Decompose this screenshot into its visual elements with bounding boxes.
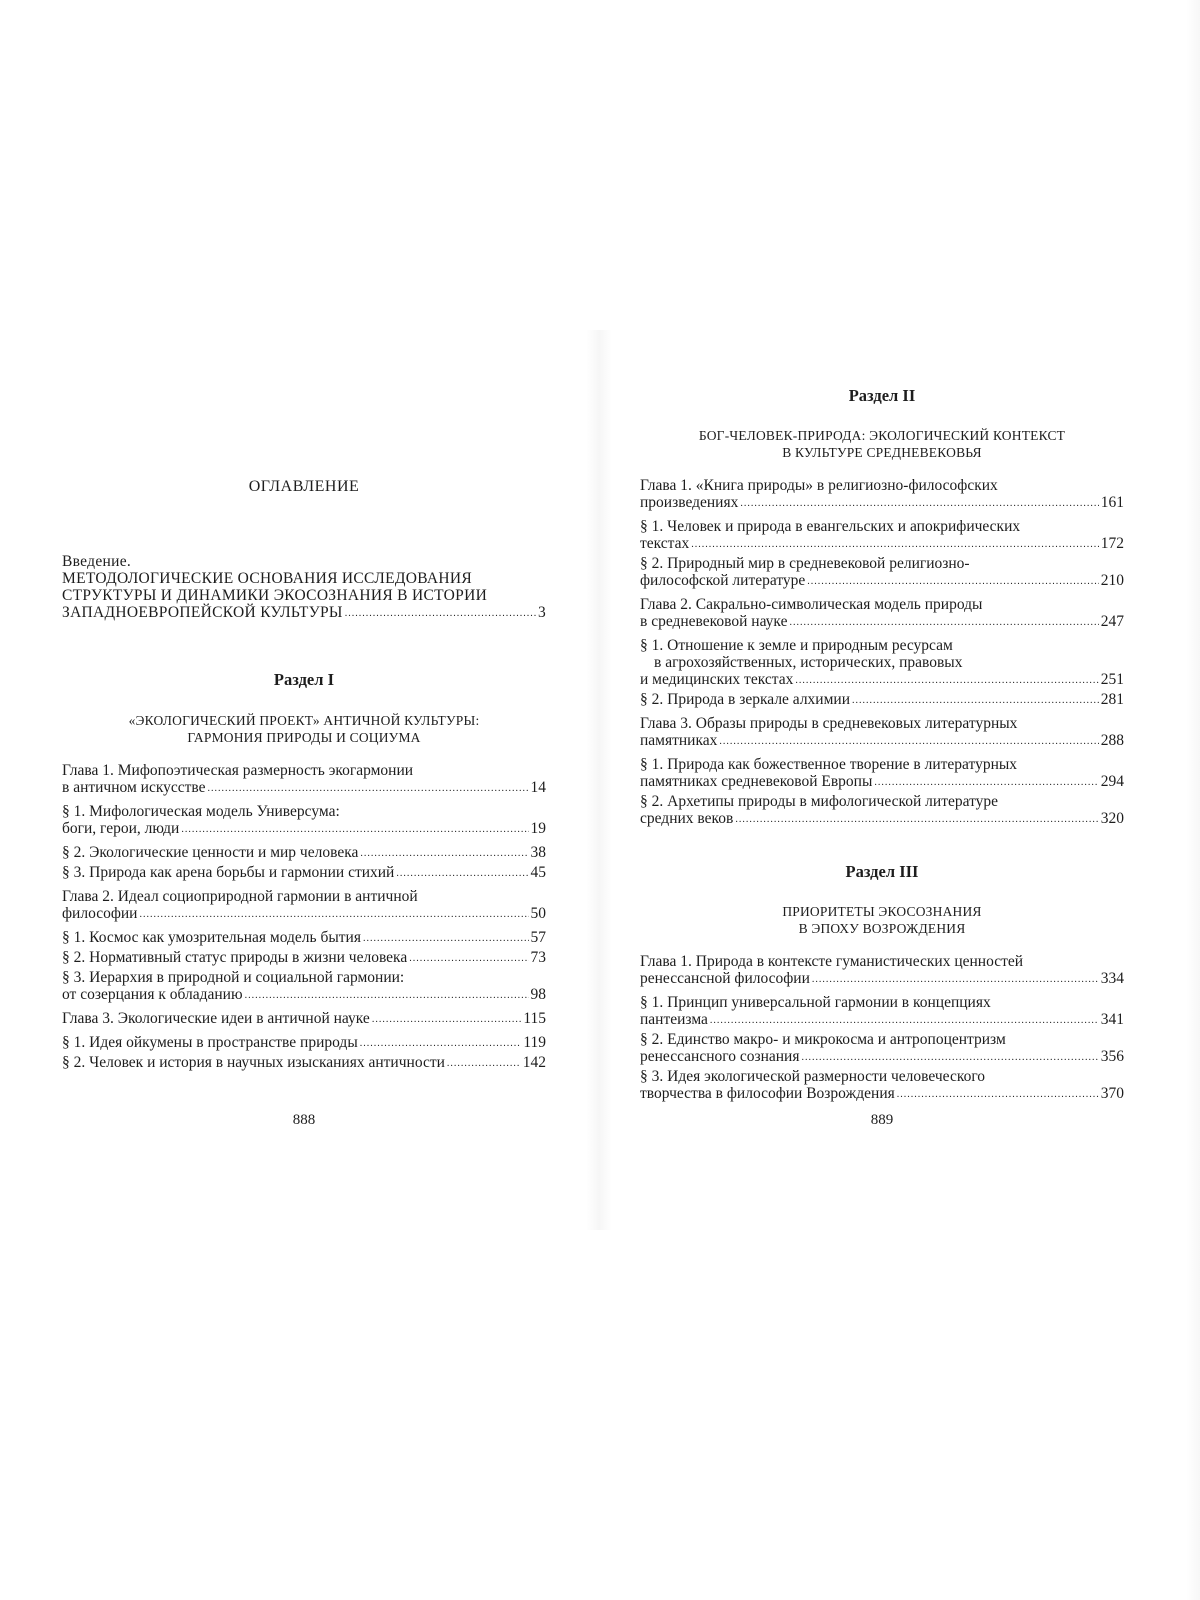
- leader-dots: [801, 1050, 1098, 1065]
- toc-entry-text: § 2. Человек и история в научных изысканиях античности: [62, 1054, 445, 1071]
- toc-page-number: 288: [1100, 732, 1124, 749]
- toc-title: ОГЛАВЛЕНИЕ: [248, 478, 360, 495]
- toc-entry-last-line: [640, 572, 1124, 589]
- toc-entries-section-3: [640, 953, 1124, 1109]
- leader-dots: [874, 775, 1098, 790]
- toc-entry[interactable]: [62, 1054, 546, 1071]
- toc-entry-line: Глава 2. Сакрально-символическая модель природы: [640, 596, 983, 613]
- toc-entry[interactable]: [62, 888, 546, 922]
- toc-entry[interactable]: [62, 1034, 546, 1051]
- toc-page-number: 98: [530, 986, 546, 1003]
- page-number-right: 889: [870, 1112, 894, 1128]
- toc-entry[interactable]: [640, 1068, 1124, 1102]
- toc-entry-line: § 1. Человек и природа в евангельских и апокрифических: [640, 518, 1021, 535]
- toc-entry-last-line: [640, 691, 1124, 708]
- toc-entry-line: § 1. Принцип универсальной гармонии в концепциях: [640, 994, 991, 1011]
- section-3-subtitle: [640, 903, 1124, 937]
- leader-dots: [691, 537, 1098, 552]
- toc-entry-text: ренессансного сознания: [640, 1048, 800, 1065]
- leader-dots: [360, 846, 528, 861]
- section-1-subtitle-line: «ЭКОЛОГИЧЕСКИЙ ПРОЕКТ» АНТИЧНОЙ КУЛЬТУРЫ:: [128, 713, 480, 728]
- toc-entry-last-line: [62, 929, 546, 946]
- toc-entry-last-line: [62, 844, 546, 861]
- toc-entry-line: § 1. Отношение к земле и природным ресурсам: [640, 637, 953, 654]
- toc-entry-last-line: [62, 986, 546, 1003]
- intro-entry: [62, 553, 546, 621]
- section-2-subtitle-line: БОГ-ЧЕЛОВЕК-ПРИРОДА: ЭКОЛОГИЧЕСКИЙ КОНТЕКСТ: [698, 428, 1066, 443]
- toc-entry[interactable]: [640, 596, 1124, 630]
- toc-entry-line: § 3. Иерархия в природной и социальной гармонии:: [62, 969, 405, 986]
- toc-entry[interactable]: [640, 518, 1124, 552]
- toc-entry-last-line: [640, 1048, 1124, 1065]
- toc-entry-text: текстах: [640, 535, 690, 552]
- toc-entry-last-line: [62, 1010, 546, 1027]
- toc-entry-last-line: [640, 535, 1124, 552]
- leader-dots: [719, 734, 1098, 749]
- toc-entry-text: творчества в философии Возрождения: [640, 1085, 895, 1102]
- leader-dots: [740, 496, 1098, 511]
- toc-entry-text: от созерцания к обладанию: [62, 986, 243, 1003]
- toc-entry-last-line: [640, 1011, 1124, 1028]
- toc-entries-section-1: [62, 762, 546, 1078]
- toc-page-number: 341: [1100, 1011, 1124, 1028]
- leader-dots: [789, 615, 1098, 630]
- toc-entry[interactable]: [640, 477, 1124, 511]
- toc-entry-last-line: [62, 949, 546, 966]
- toc-entry[interactable]: [640, 994, 1124, 1028]
- leader-dots: [139, 907, 528, 922]
- toc-entry-last-line: [62, 779, 546, 796]
- section-3-heading: Раздел III: [845, 862, 919, 881]
- toc-entry-last-line: [62, 864, 546, 881]
- toc-entry-text: средних веков: [640, 810, 734, 827]
- toc-entry-text: памятниках: [640, 732, 718, 749]
- toc-entry-last-line: [640, 732, 1124, 749]
- toc-entry[interactable]: [640, 756, 1124, 790]
- toc-entry-line: § 2. Природный мир в средневековой религиозно-: [640, 555, 970, 572]
- toc-entry-text: § 3. Природа как арена борьбы и гармонии стихий: [62, 864, 395, 881]
- toc-page-number: 45: [530, 864, 546, 881]
- section-2-heading: Раздел II: [848, 386, 916, 405]
- intro-last-line: [62, 604, 546, 621]
- toc-entry[interactable]: [640, 793, 1124, 827]
- section-3-subtitle-line: В ЭПОХУ ВОЗРОЖДЕНИЯ: [798, 921, 966, 936]
- leader-dots: [795, 673, 1098, 688]
- toc-entry[interactable]: [640, 1031, 1124, 1065]
- toc-page-number: 50: [530, 905, 546, 922]
- toc-entry-text: § 1. Космос как умозрительная модель бытия: [62, 929, 361, 946]
- leader-dots: [372, 1012, 522, 1027]
- toc-entry-line: Глава 3. Образы природы в средневековых литературных: [640, 715, 1018, 732]
- toc-entry[interactable]: [640, 691, 1124, 708]
- leader-dots: [710, 1013, 1099, 1028]
- toc-page-number: 251: [1100, 671, 1124, 688]
- toc-entry[interactable]: [62, 929, 546, 946]
- toc-entries-section-2: [640, 477, 1124, 834]
- toc-entry-last-line: [640, 810, 1124, 827]
- toc-page-number: 142: [522, 1054, 546, 1071]
- toc-entry-line: Глава 1. Природа в контексте гуманистических ценностей: [640, 953, 1024, 970]
- section-1-subtitle: [62, 712, 546, 746]
- toc-entry-text: памятниках средневековой Европы: [640, 773, 873, 790]
- toc-entry-line: § 2. Единство макро- и микрокосма и антропоцентризм: [640, 1031, 1006, 1048]
- leader-dots: [409, 951, 528, 966]
- toc-page-number: 320: [1100, 810, 1124, 827]
- toc-page-number: 38: [530, 844, 546, 861]
- toc-entry-text: § 2. Природа в зеркале алхимии: [640, 691, 850, 708]
- toc-entry[interactable]: [640, 953, 1124, 987]
- leader-dots: [447, 1056, 521, 1071]
- toc-page-number: 247: [1100, 613, 1124, 630]
- toc-entry[interactable]: [640, 637, 1124, 688]
- toc-entry-text: § 2. Нормативный статус природы в жизни человека: [62, 949, 408, 966]
- leader-dots: [897, 1087, 1099, 1102]
- toc-entry-last-line: [62, 820, 546, 837]
- toc-page-number: 370: [1100, 1085, 1124, 1102]
- toc-entry-text: § 2. Экологические ценности и мир человека: [62, 844, 359, 861]
- leader-dots: [208, 781, 529, 796]
- toc-entry-line: § 1. Мифологическая модель Универсума:: [62, 803, 340, 820]
- page-edge-shadow: [1186, 0, 1200, 1600]
- toc-entry-text: пантеизма: [640, 1011, 708, 1028]
- toc-page-number: 334: [1100, 970, 1124, 987]
- toc-entry[interactable]: [640, 555, 1124, 589]
- intro-page-number: 3: [537, 604, 546, 621]
- toc-entry-last-line: [640, 494, 1124, 511]
- toc-entry[interactable]: [62, 949, 546, 966]
- toc-entry[interactable]: [62, 803, 546, 837]
- toc-page-number: 172: [1100, 535, 1124, 552]
- toc-entry-text: философии: [62, 905, 138, 922]
- leader-dots: [396, 866, 528, 881]
- toc-entry-line: § 2. Архетипы природы в мифологической литературе: [640, 793, 999, 810]
- toc-page-number: 356: [1100, 1048, 1124, 1065]
- toc-entry[interactable]: [62, 1010, 546, 1027]
- toc-entry-line: в агрохозяйственных, исторических, правовых: [654, 654, 963, 671]
- toc-page-number: 14: [530, 779, 546, 796]
- toc-entry-last-line: [640, 1085, 1124, 1102]
- right-page: [598, 0, 1200, 1600]
- intro-label: Введение.: [62, 553, 132, 570]
- leader-dots: [812, 972, 1099, 987]
- leader-dots: [181, 822, 528, 837]
- intro-line: МЕТОДОЛОГИЧЕСКИЕ ОСНОВАНИЯ ИССЛЕДОВАНИЯ: [62, 570, 473, 587]
- leader-dots: [852, 693, 1099, 708]
- toc-page-number: 161: [1100, 494, 1124, 511]
- toc-entry[interactable]: [62, 864, 546, 881]
- leader-dots: [360, 1036, 522, 1051]
- toc-entry-line: Глава 1. Мифопоэтическая размерность экогармонии: [62, 762, 414, 779]
- section-3-subtitle-line: ПРИОРИТЕТЫ ЭКОСОЗНАНИЯ: [782, 904, 982, 919]
- toc-entry-last-line: [640, 773, 1124, 790]
- intro-last-text: ЗАПАДНОЕВРОПЕЙСКОЙ КУЛЬТУРЫ: [62, 604, 343, 621]
- toc-entry[interactable]: [62, 762, 546, 796]
- toc-entry-last-line: [62, 1054, 546, 1071]
- section-2-subtitle: [640, 427, 1124, 461]
- toc-entry-text: § 1. Идея ойкумены в пространстве природы: [62, 1034, 358, 1051]
- toc-entry[interactable]: [62, 844, 546, 861]
- toc-entry-last-line: [62, 1034, 546, 1051]
- toc-entry-line: Глава 1. «Книга природы» в религиозно-философских: [640, 477, 998, 494]
- toc-entry-text: в античном искусстве: [62, 779, 206, 796]
- leader-dots: [245, 988, 529, 1003]
- toc-page-number: 73: [530, 949, 546, 966]
- section-1-heading: Раздел I: [273, 670, 335, 689]
- leader-dots: [345, 606, 536, 621]
- toc-entry-text: произведениях: [640, 494, 739, 511]
- toc-entry-last-line: [62, 905, 546, 922]
- toc-page-number: 115: [523, 1010, 546, 1027]
- toc-entry[interactable]: [640, 715, 1124, 749]
- toc-page-number: 281: [1100, 691, 1124, 708]
- section-2-subtitle-line: В КУЛЬТУРЕ СРЕДНЕВЕКОВЬЯ: [782, 445, 982, 460]
- toc-entry[interactable]: [62, 969, 546, 1003]
- toc-page-number: 19: [530, 820, 546, 837]
- toc-entry-text: в средневековой науке: [640, 613, 788, 630]
- toc-entry-text: ренессансной философии: [640, 970, 810, 987]
- toc-entry-line: § 3. Идея экологической размерности человеческого: [640, 1068, 986, 1085]
- leader-dots: [735, 812, 1098, 827]
- left-page: [0, 0, 598, 1600]
- toc-entry-last-line: [640, 970, 1124, 987]
- toc-page-number: 119: [523, 1034, 546, 1051]
- toc-entry-text: Глава 3. Экологические идеи в античной науке: [62, 1010, 370, 1027]
- toc-entry-text: философской литературе: [640, 572, 806, 589]
- section-1-subtitle-line: ГАРМОНИЯ ПРИРОДЫ И СОЦИУМА: [187, 730, 421, 745]
- toc-entry-last-line: [640, 671, 1124, 688]
- page-number-left: 888: [292, 1112, 316, 1128]
- toc-entry-text: и медицинских текстах: [640, 671, 794, 688]
- toc-page-number: 294: [1100, 773, 1124, 790]
- leader-dots: [807, 574, 1098, 589]
- intro-line: СТРУКТУРЫ И ДИНАМИКИ ЭКОСОЗНАНИЯ В ИСТОРИИ: [62, 587, 488, 604]
- toc-page-number: 210: [1100, 572, 1124, 589]
- leader-dots: [363, 931, 529, 946]
- toc-entry-text: боги, герои, люди: [62, 820, 180, 837]
- toc-entry-line: § 1. Природа как божественное творение в литературных: [640, 756, 1018, 773]
- toc-entry-last-line: [640, 613, 1124, 630]
- toc-entry-line: Глава 2. Идеал социоприродной гармонии в античной: [62, 888, 418, 905]
- toc-page-number: 57: [530, 929, 546, 946]
